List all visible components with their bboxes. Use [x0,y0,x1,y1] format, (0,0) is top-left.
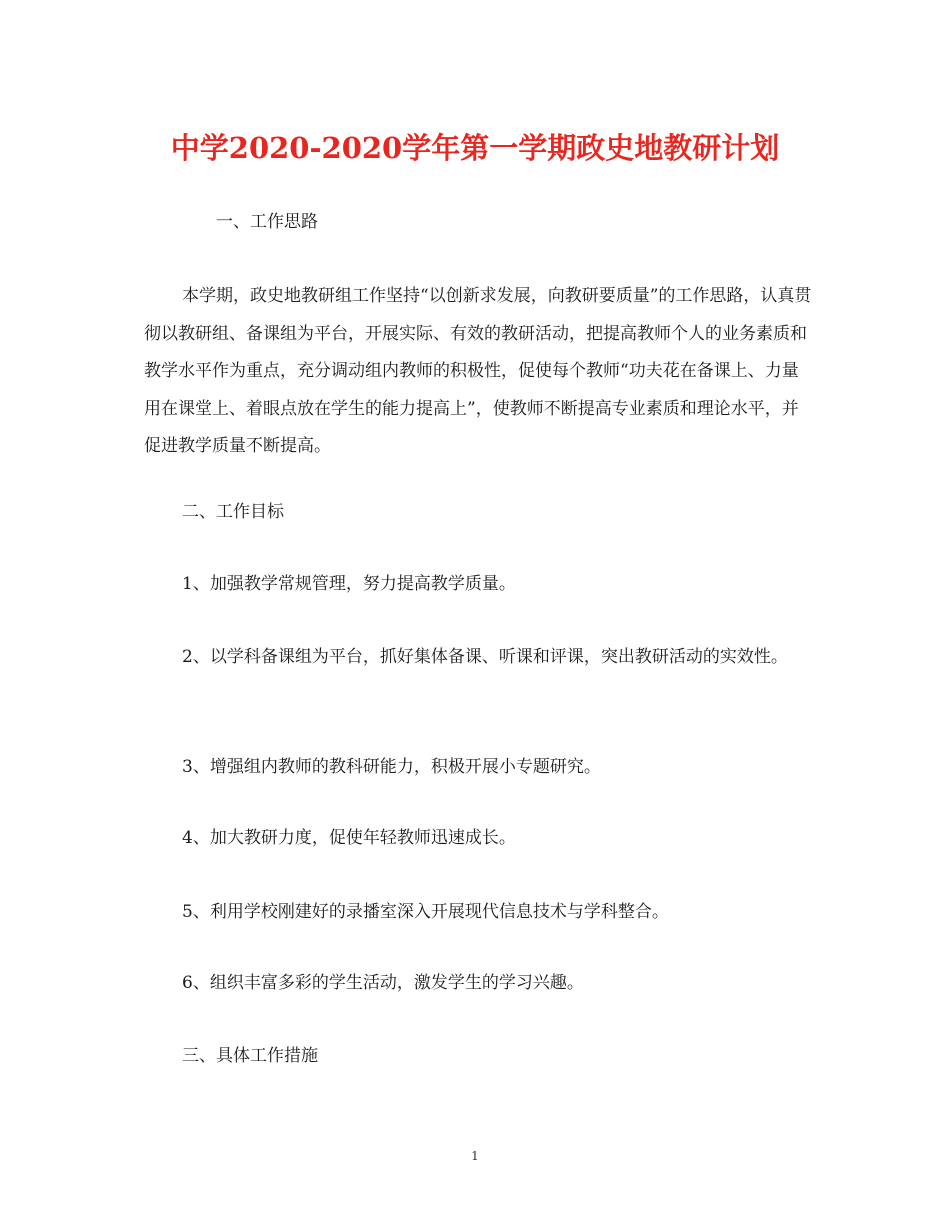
goal-item-1: 1、加强教学常规管理，努力提高教学质量。 [182,574,516,594]
goal-item-5: 5、利用学校刚建好的录播室深入开展现代信息技术与学科整合。 [182,902,669,922]
goal-item-3: 3、增强组内教师的教科研能力，积极开展小专题研究。 [182,757,601,777]
section-heading-work-ideas: 一、工作思路 [216,212,318,232]
goal-item-6: 6、组织丰富多彩的学生活动，激发学生的学习兴趣。 [182,973,584,993]
goal-item-2: 2、以学科备课组为平台，抓好集体备课、听课和评课，突出教研活动的实效性。 [182,647,788,667]
document-title: 中学2020-2020学年第一学期政史地教研计划 [170,131,780,165]
goal-item-4: 4、加大教研力度，促使年轻教师迅速成长。 [182,828,516,848]
intro-paragraph: 本学期，政史地教研组工作坚持“以创新求发展，向教研要质量”的工作思路，认真贯彻以教研组、备课组为平台，开展实际、有效的教研活动，把提高教师个人的业务素质和教学水平作为重点，充分调动组内教师的积极性，促使每个教师“功夫花在备课上、力量用在课堂上、着眼点放在学生的能力提高上”，使教师不断提高专业素质和理论水平，并促进教学质量不断提高。 [144,286,812,456]
section-heading-work-goals: 二、工作目标 [182,502,284,522]
page-number: 1 [471,1149,479,1163]
section-heading-measures: 三、具体工作措施 [182,1046,318,1066]
